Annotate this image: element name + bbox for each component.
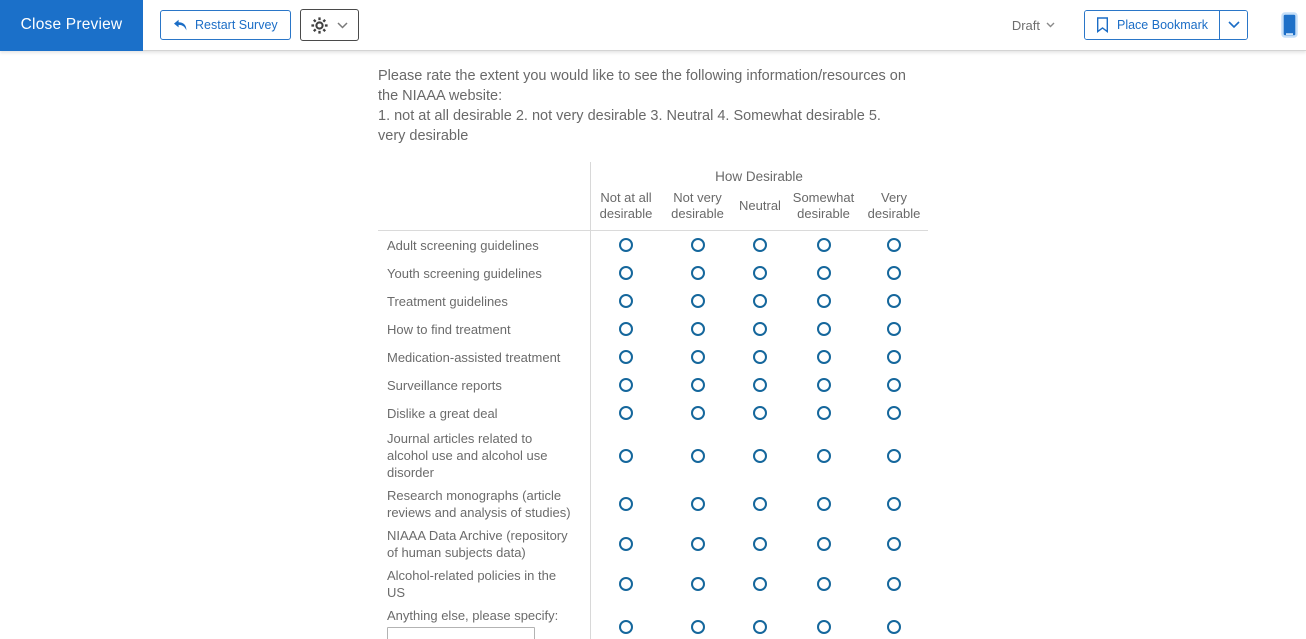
- matrix-cell: [787, 350, 860, 364]
- radio-button[interactable]: [619, 266, 633, 280]
- matrix-cell: [787, 537, 860, 551]
- matrix-row-label: Adult screening guidelines: [387, 237, 539, 253]
- matrix-divider-line: [590, 162, 591, 639]
- radio-button[interactable]: [619, 577, 633, 591]
- radio-button[interactable]: [753, 322, 767, 336]
- radio-button[interactable]: [691, 350, 705, 364]
- matrix-cell: [860, 449, 928, 463]
- radio-button[interactable]: [619, 537, 633, 551]
- matrix-row-label-cell: [378, 377, 590, 394]
- radio-button[interactable]: [691, 620, 705, 634]
- other-specify-input[interactable]: [387, 627, 535, 639]
- matrix-cell: [662, 266, 733, 280]
- matrix-column-headers: [378, 190, 928, 230]
- matrix-cell: [787, 577, 860, 591]
- matrix-cell: [860, 406, 928, 420]
- radio-button[interactable]: [619, 449, 633, 463]
- matrix-group-header: How Desirable: [715, 169, 803, 184]
- matrix-cell: [733, 322, 787, 336]
- radio-button[interactable]: [753, 537, 767, 551]
- restart-survey-button[interactable]: [160, 10, 291, 40]
- matrix-row: [378, 484, 928, 524]
- radio-button[interactable]: [619, 497, 633, 511]
- radio-button[interactable]: [753, 577, 767, 591]
- matrix-row: [378, 524, 928, 564]
- matrix-cell: [590, 537, 662, 551]
- matrix-corner-spacer: [378, 190, 590, 222]
- question-prompt: Please rate the extent you would like to see the following information/resources on the NIAAA website:: [378, 68, 906, 104]
- matrix-cell: [662, 577, 733, 591]
- matrix-row: [378, 259, 928, 287]
- matrix-row: [378, 399, 928, 427]
- radio-button[interactable]: [691, 266, 705, 280]
- radio-button[interactable]: [887, 497, 901, 511]
- matrix-row-label-cell: [378, 430, 590, 481]
- matrix-cell: [733, 577, 787, 591]
- matrix-row: [378, 604, 928, 639]
- radio-button[interactable]: [887, 350, 901, 364]
- matrix-cell: [590, 238, 662, 252]
- matrix-row-label-cell: [378, 607, 590, 639]
- matrix-cell: [733, 238, 787, 252]
- radio-button[interactable]: [887, 266, 901, 280]
- radio-button[interactable]: [887, 238, 901, 252]
- matrix-cell: [860, 577, 928, 591]
- radio-button[interactable]: [619, 322, 633, 336]
- radio-button[interactable]: [817, 322, 831, 336]
- matrix-row: [378, 371, 928, 399]
- matrix-cell: [860, 294, 928, 308]
- matrix-row-label: Youth screening guidelines: [387, 265, 542, 281]
- place-bookmark-label: Place Bookmark: [1116, 18, 1208, 32]
- matrix-row-label-cell: [378, 567, 590, 601]
- matrix-cell: [662, 497, 733, 511]
- matrix-cell: [733, 406, 787, 420]
- matrix-cell: [787, 322, 860, 336]
- matrix-row-label: NIAAA Data Archive (repository of human subjects data): [387, 528, 568, 560]
- matrix-cell: [860, 322, 928, 336]
- matrix-cell: [787, 238, 860, 252]
- place-bookmark-button[interactable]: [1085, 11, 1219, 39]
- chevron-down-icon: [337, 22, 348, 29]
- matrix-row: [378, 564, 928, 604]
- matrix-row: [378, 287, 928, 315]
- matrix-column-header: Not at all desirable: [599, 190, 653, 221]
- radio-button[interactable]: [817, 497, 831, 511]
- matrix-cell: [590, 620, 662, 634]
- matrix-row-label: Medication-assisted treatment: [387, 349, 561, 365]
- place-bookmark-split-button: [1084, 10, 1248, 40]
- matrix-row-label-cell: [378, 265, 590, 282]
- radio-button[interactable]: [817, 577, 831, 591]
- matrix-cell: [860, 350, 928, 364]
- matrix-cell: [860, 537, 928, 551]
- matrix-row: [378, 315, 928, 343]
- radio-button[interactable]: [691, 294, 705, 308]
- matrix-cell: [733, 537, 787, 551]
- radio-button[interactable]: [753, 266, 767, 280]
- matrix-cell: [590, 577, 662, 591]
- matrix-cell: [590, 350, 662, 364]
- matrix-cell: [787, 449, 860, 463]
- radio-button[interactable]: [817, 449, 831, 463]
- radio-button[interactable]: [619, 378, 633, 392]
- matrix-cell: [860, 497, 928, 511]
- matrix-row: [378, 231, 928, 259]
- matrix-cell: [733, 294, 787, 308]
- matrix-cell: [860, 266, 928, 280]
- draft-status-label: Draft: [1011, 17, 1040, 33]
- matrix-cell: [860, 378, 928, 392]
- radio-button[interactable]: [619, 406, 633, 420]
- preview-toolbar: [0, 0, 1306, 51]
- matrix-column-header: Very desirable: [867, 190, 921, 221]
- matrix-row-label-cell: [378, 527, 590, 561]
- radio-button[interactable]: [619, 620, 633, 634]
- radio-button[interactable]: [753, 238, 767, 252]
- matrix-row-label-cell: [378, 321, 590, 338]
- matrix-cell: [787, 294, 860, 308]
- matrix-row-label-cell: [378, 349, 590, 366]
- matrix-cell: [590, 406, 662, 420]
- radio-button[interactable]: [887, 322, 901, 336]
- radio-button[interactable]: [691, 497, 705, 511]
- matrix-cell: [787, 497, 860, 511]
- radio-button[interactable]: [691, 238, 705, 252]
- matrix-row-label-cell: [378, 487, 590, 521]
- radio-button[interactable]: [817, 266, 831, 280]
- matrix-cell: [787, 406, 860, 420]
- radio-button[interactable]: [691, 406, 705, 420]
- matrix-row: [378, 343, 928, 371]
- matrix-row-label: How to find treatment: [387, 321, 511, 337]
- survey-preview-page: [0, 51, 1306, 639]
- radio-button[interactable]: [619, 294, 633, 308]
- matrix-cell: [860, 238, 928, 252]
- matrix-cell: [787, 266, 860, 280]
- matrix-column-header: Somewhat desirable: [792, 190, 855, 221]
- matrix-row-label: Alcohol-related policies in the US: [387, 568, 557, 600]
- matrix-row-label-cell: [378, 405, 590, 422]
- radio-button[interactable]: [887, 406, 901, 420]
- matrix-row-label-cell: [378, 293, 590, 310]
- restart-arrow-icon: [173, 19, 188, 32]
- radio-button[interactable]: [817, 378, 831, 392]
- matrix-cell: [733, 620, 787, 634]
- mobile-phone-icon: [1281, 12, 1298, 38]
- chevron-down-icon: [1046, 22, 1055, 28]
- matrix-cell: [733, 266, 787, 280]
- radio-button[interactable]: [817, 620, 831, 634]
- radio-button[interactable]: [691, 378, 705, 392]
- chevron-down-icon: [1228, 21, 1240, 29]
- question-text: [378, 66, 906, 146]
- restart-survey-label: Restart Survey: [195, 18, 278, 32]
- matrix-cell: [733, 497, 787, 511]
- matrix-cell: [662, 406, 733, 420]
- matrix-cell: [662, 449, 733, 463]
- radio-button[interactable]: [887, 294, 901, 308]
- matrix-cell: [662, 620, 733, 634]
- matrix-cell: [662, 350, 733, 364]
- radio-button[interactable]: [691, 322, 705, 336]
- matrix-cell: [590, 266, 662, 280]
- radio-button[interactable]: [817, 406, 831, 420]
- matrix-header: [378, 162, 928, 231]
- matrix-cell: [733, 378, 787, 392]
- matrix-cell: [590, 322, 662, 336]
- matrix-column-header: Neutral: [739, 198, 781, 213]
- radio-button[interactable]: [753, 406, 767, 420]
- matrix-row-label: Research monographs (article reviews and analysis of studies): [387, 488, 571, 520]
- radio-button[interactable]: [691, 537, 705, 551]
- matrix-cell: [590, 497, 662, 511]
- matrix-cell: [662, 378, 733, 392]
- radio-button[interactable]: [887, 620, 901, 634]
- matrix-cell: [662, 238, 733, 252]
- radio-button[interactable]: [619, 238, 633, 252]
- matrix-row-label: Journal articles related to alcohol use and alcohol use disorder: [387, 431, 548, 480]
- gear-icon: [311, 17, 328, 34]
- bookmark-icon: [1096, 17, 1109, 33]
- matrix-table: [378, 162, 928, 639]
- draft-status-dropdown[interactable]: [1012, 18, 1055, 33]
- matrix-cell: [590, 378, 662, 392]
- matrix-row-label: Dislike a great deal: [387, 405, 498, 421]
- radio-button[interactable]: [753, 294, 767, 308]
- matrix-cell: [590, 449, 662, 463]
- radio-button[interactable]: [817, 238, 831, 252]
- radio-button[interactable]: [619, 350, 633, 364]
- radio-button[interactable]: [753, 350, 767, 364]
- place-bookmark-dropdown-toggle[interactable]: [1219, 11, 1247, 39]
- matrix-cell: [733, 449, 787, 463]
- radio-button[interactable]: [691, 449, 705, 463]
- matrix-rows: [378, 231, 928, 639]
- matrix-cell: [662, 322, 733, 336]
- radio-button[interactable]: [691, 577, 705, 591]
- matrix-cell: [590, 294, 662, 308]
- radio-button[interactable]: [817, 350, 831, 364]
- matrix-cell: [860, 620, 928, 634]
- matrix-cell: [787, 378, 860, 392]
- question-scale-legend: 1. not at all desirable 2. not very desirable 3. Neutral 4. Somewhat desirable 5. very desirable: [378, 108, 881, 144]
- settings-dropdown-button[interactable]: [300, 9, 359, 41]
- radio-button[interactable]: [817, 537, 831, 551]
- matrix-row-label: Treatment guidelines: [387, 293, 508, 309]
- matrix-cell: [662, 537, 733, 551]
- matrix-cell: [787, 620, 860, 634]
- radio-button[interactable]: [753, 449, 767, 463]
- radio-button[interactable]: [887, 378, 901, 392]
- toolbar-right-group: [1012, 10, 1306, 40]
- close-preview-button[interactable]: Close Preview: [0, 0, 143, 51]
- radio-button[interactable]: [887, 449, 901, 463]
- matrix-cell: [662, 294, 733, 308]
- radio-button[interactable]: [887, 577, 901, 591]
- radio-button[interactable]: [753, 620, 767, 634]
- matrix-row: [378, 427, 928, 484]
- matrix-row-label: Surveillance reports: [387, 377, 502, 393]
- matrix-cell: [733, 350, 787, 364]
- radio-button[interactable]: [753, 497, 767, 511]
- radio-button[interactable]: [887, 537, 901, 551]
- mobile-preview-button[interactable]: [1281, 12, 1298, 38]
- matrix-column-header: Not very desirable: [671, 190, 724, 221]
- matrix-row-label-cell: [378, 237, 590, 254]
- matrix-row-label: Anything else, please specify:: [387, 608, 559, 623]
- radio-button[interactable]: [753, 378, 767, 392]
- radio-button[interactable]: [817, 294, 831, 308]
